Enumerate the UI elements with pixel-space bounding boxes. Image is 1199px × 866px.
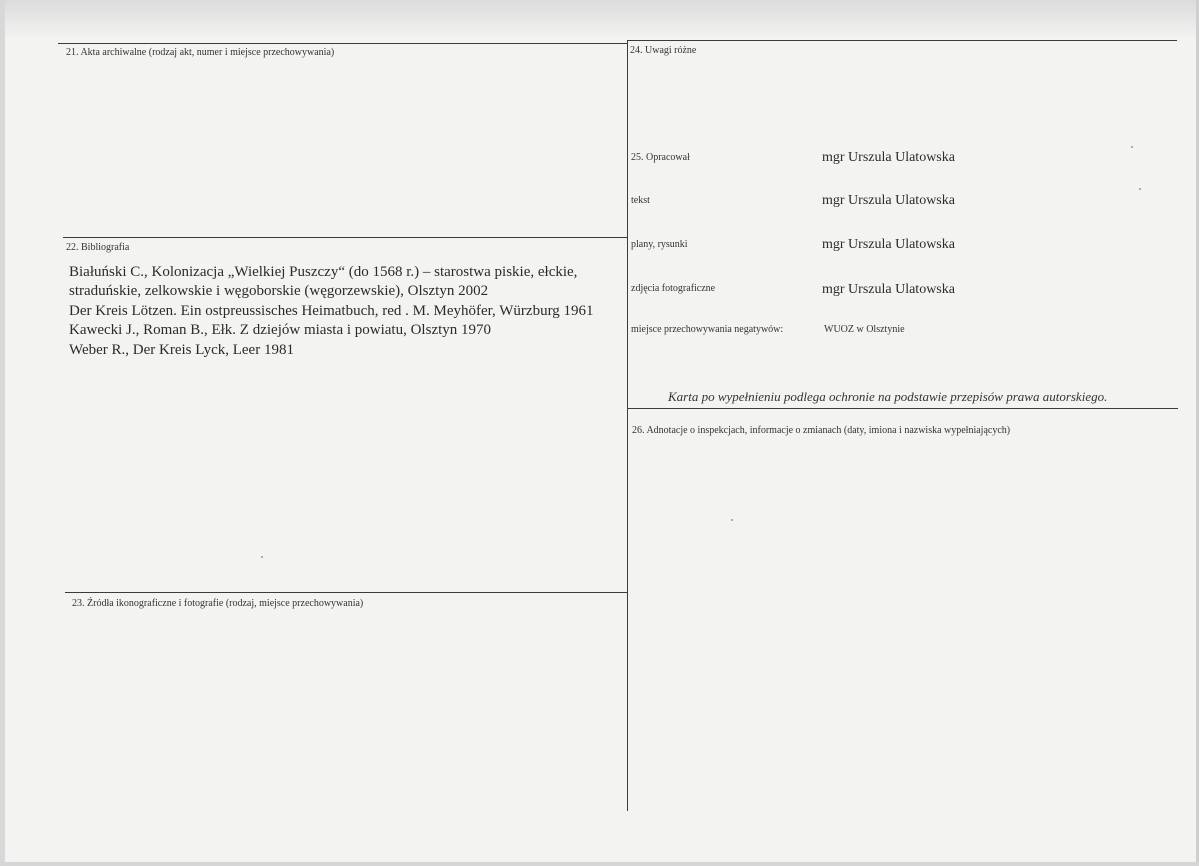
bibliography-entry: Weber R., Der Kreis Lyck, Leer 1981 xyxy=(69,341,294,358)
scan-shadow-left xyxy=(0,0,5,866)
bibliography-entry: Białuński C., Kolonizacja „Wielkiej Puszczy“ (do 1568 r.) – starostwa piskie, ełckie, xyxy=(69,264,578,280)
bibliography-list xyxy=(69,263,629,360)
center-divider xyxy=(627,40,628,811)
scan-speck xyxy=(261,556,263,558)
field-22-label: 22. Bibliografia xyxy=(66,242,130,253)
tekst-label: tekst xyxy=(631,195,650,206)
tekst-value: mgr Urszula Ulatowska xyxy=(822,193,955,208)
scan-shadow-top xyxy=(0,0,1199,36)
zdjecia-value: mgr Urszula Ulatowska xyxy=(822,282,955,297)
scan-speck xyxy=(1139,188,1141,190)
section-23-rule xyxy=(65,592,627,593)
copyright-note: Karta po wypełnieniu podlega ochronie na podstawie przepisów prawa autorskiego. xyxy=(668,389,1108,404)
field-23-label: 23. Źródła ikonograficzne i fotografie (rodzaj, miejsce przechowywania) xyxy=(72,598,364,609)
scan-speck xyxy=(1131,146,1133,148)
plany-label: plany, rysunki xyxy=(631,239,688,250)
top-rule-left xyxy=(58,43,627,44)
field-26-label: 26. Adnotacje o inspekcjach, informacje o zmianach (daty, imiona i nazwiska wypełniających) xyxy=(632,425,1011,436)
scan-speck xyxy=(731,519,733,521)
field-25-value: mgr Urszula Ulatowska xyxy=(822,150,955,165)
bibliography-entry: Kawecki J., Roman B., Ełk. Z dziejów miasta i powiatu, Olsztyn 1970 xyxy=(69,322,492,339)
negatywy-value: WUOZ w Olsztynie xyxy=(824,324,905,335)
scan-shadow-bottom xyxy=(0,862,1199,866)
field-24-label: 24. Uwagi różne xyxy=(630,45,697,56)
bibliography-entry: straduńskie, zelkowskie i węgoborskie (węgorzewskie), Olsztyn 2002 xyxy=(69,283,489,300)
top-rule-right xyxy=(627,40,1177,41)
bibliography-entry: Der Kreis Lötzen. Ein ostpreussisches Heimatbuch, red . M. Meyhöfer, Würzburg 1961 xyxy=(69,302,594,319)
section-26-rule xyxy=(627,408,1178,409)
field-21-label: 21. Akta archiwalne (rodzaj akt, numer i miejsce przechowywania) xyxy=(66,47,335,58)
plany-value: mgr Urszula Ulatowska xyxy=(822,237,955,252)
negatywy-label: miejsce przechowywania negatywów: xyxy=(631,324,784,335)
zdjecia-label: zdjęcia fotograficzne xyxy=(631,283,716,294)
section-22-rule xyxy=(63,237,627,238)
field-25-label: 25. Opracował xyxy=(631,152,690,163)
